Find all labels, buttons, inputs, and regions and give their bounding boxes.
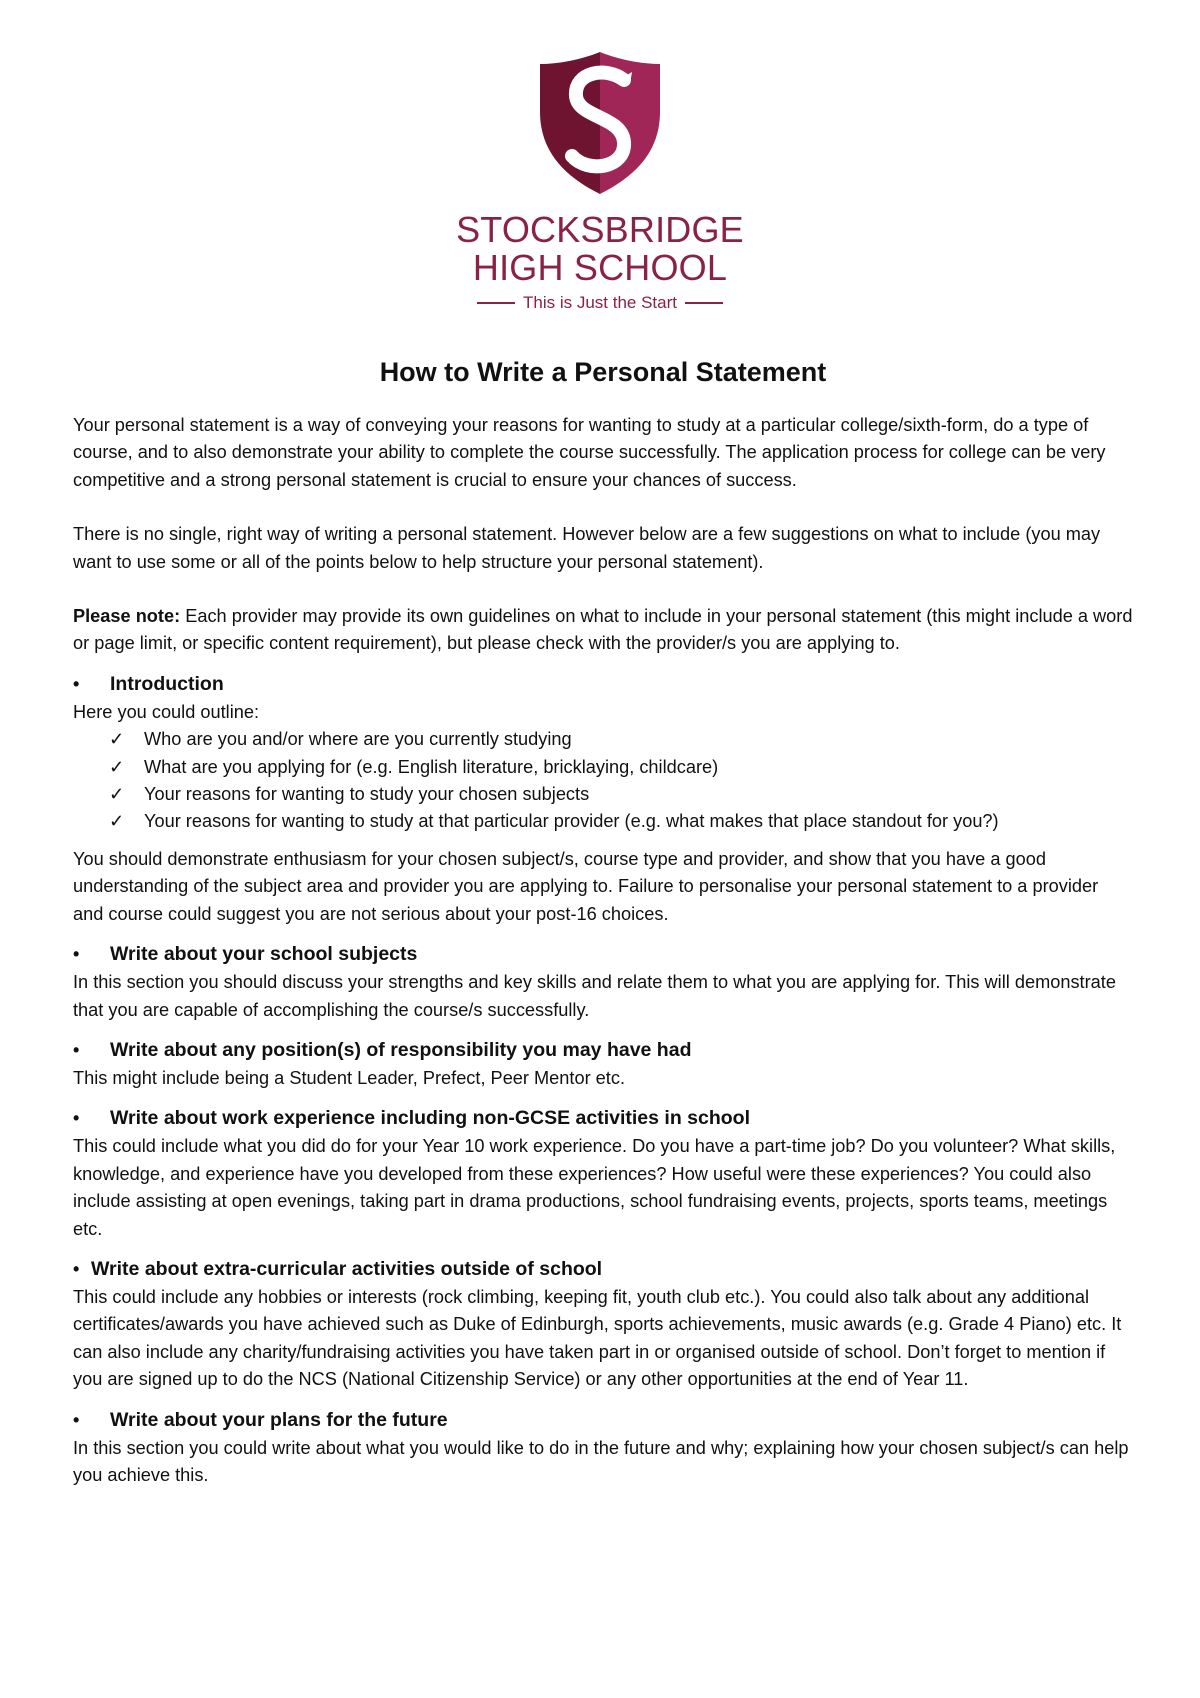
intro-paragraph-2: There is no single, right way of writing a personal statement. However below are a few suggestions on what to include (you may want to use some or all of the points below to help structure your personal statement). — [73, 524, 1101, 572]
school-name-line-1: STOCKSBRIDGE — [456, 209, 744, 250]
checkmark-icon: ✓ — [109, 729, 125, 750]
checkmark-icon: ✓ — [109, 811, 125, 832]
introduction-checklist — [73, 726, 1133, 836]
shield-crest-icon — [536, 50, 664, 196]
school-name-line-2: HIGH SCHOOL — [472, 247, 728, 288]
note-paragraph — [73, 603, 1133, 658]
bullet-icon: • — [73, 1108, 80, 1129]
page-title: How to Write a Personal Statement — [379, 357, 827, 387]
bullet-icon: • — [73, 1258, 80, 1279]
section-heading-work-experience: • Write about work experience including non-GCSE activities in school — [73, 1104, 1133, 1133]
section-heading-responsibility: • Write about any position(s) of responsibility you may have had — [73, 1036, 1133, 1065]
work-experience-text: This could include what you did do for your Year 10 work experience. Do you have a part-time job? Do you volunteer? What skills, knowledge, and experience have you developed from these experiences? How useful were these experiences? You could also include assisting at open evenings, taking part in drama productions, school fundraising events, projects, sports teams, meetings etc. — [73, 1136, 1116, 1239]
subjects-text: In this section you should discuss your strengths and key skills and relate them to what you are applying for. This will demonstrate that you are capable of accomplishing the course/s successfully. — [73, 972, 1116, 1020]
introduction-after-text: You should demonstrate enthusiasm for your chosen subject/s, course type and provider, and show that you have a good understanding of the subject area and provider you are applying to. Failure to personalise your personal statement to a provider and course could suggest you are not serious about your post-16 choices. — [73, 848, 1099, 924]
section-heading-introduction: • Introduction — [73, 670, 1133, 699]
bullet-icon: • — [73, 944, 80, 965]
responsibility-text: This might include being a Student Leader, Prefect, Peer Mentor etc. — [73, 1067, 626, 1088]
tagline-text: This is Just the Start — [523, 293, 677, 312]
extra-curricular-text: This could include any hobbies or interests (rock climbing, keeping fit, youth club etc.). You could also talk about any additional certificates/awards you have achieved such as Duke of Edinburgh, sports achievements, music awards (e.g. Grade 4 Piano) etc. It can also include any charity/fundraising activities you have taken part in or organised outside of school. Don’t forget to mention if you are signed up to do the NCS (National Citizenship Service) or any other opportunities at the end of Year 11. — [73, 1286, 1122, 1390]
bullet-icon: • — [73, 673, 80, 694]
document-body — [73, 355, 1133, 1489]
future-plans-text: In this section you could write about what you would like to do in the future and why; explaining how your chosen subject/s can help you achieve this. — [73, 1437, 1129, 1485]
checkmark-icon: ✓ — [109, 756, 125, 777]
bullet-icon: • — [73, 1039, 80, 1060]
checklist-item: ✓ Who are you and/or where are you currently studying — [109, 726, 1133, 753]
checkmark-icon: ✓ — [109, 784, 125, 805]
section-heading-future-plans: • Write about your plans for the future — [73, 1406, 1133, 1435]
bullet-icon: • — [73, 1409, 80, 1430]
introduction-lead: Here you could outline: — [73, 701, 260, 722]
checklist-item: ✓ Your reasons for wanting to study your chosen subjects — [109, 781, 1133, 808]
school-logo — [0, 50, 1200, 313]
tagline-rule-left — [477, 302, 515, 304]
note-label: Please note: — [73, 606, 181, 627]
intro-paragraph-1: Your personal statement is a way of conveying your reasons for wanting to study at a particular college/sixth-form, do a type of course, and to also demonstrate your ability to complete the course successfully. The application process for college can be very competitive and a strong personal statement is crucial to ensure your chances of success. — [73, 415, 1106, 490]
checklist-item: ✓ What are you applying for (e.g. English literature, bricklaying, childcare) — [109, 754, 1133, 781]
checklist-item: ✓ Your reasons for wanting to study at that particular provider (e.g. what makes that place standout for you?) — [109, 808, 1133, 835]
tagline-rule-right — [685, 302, 723, 304]
section-heading-extra-curricular: • Write about extra-curricular activities outside of school — [73, 1255, 1133, 1284]
note-text: Each provider may provide its own guidelines on what to include in your personal statement (this might include a word or page limit, or specific content requirement), but please check with the provider/s you are applying to. — [73, 606, 1133, 654]
section-heading-subjects: • Write about your school subjects — [73, 940, 1133, 969]
school-tagline — [0, 293, 1200, 313]
